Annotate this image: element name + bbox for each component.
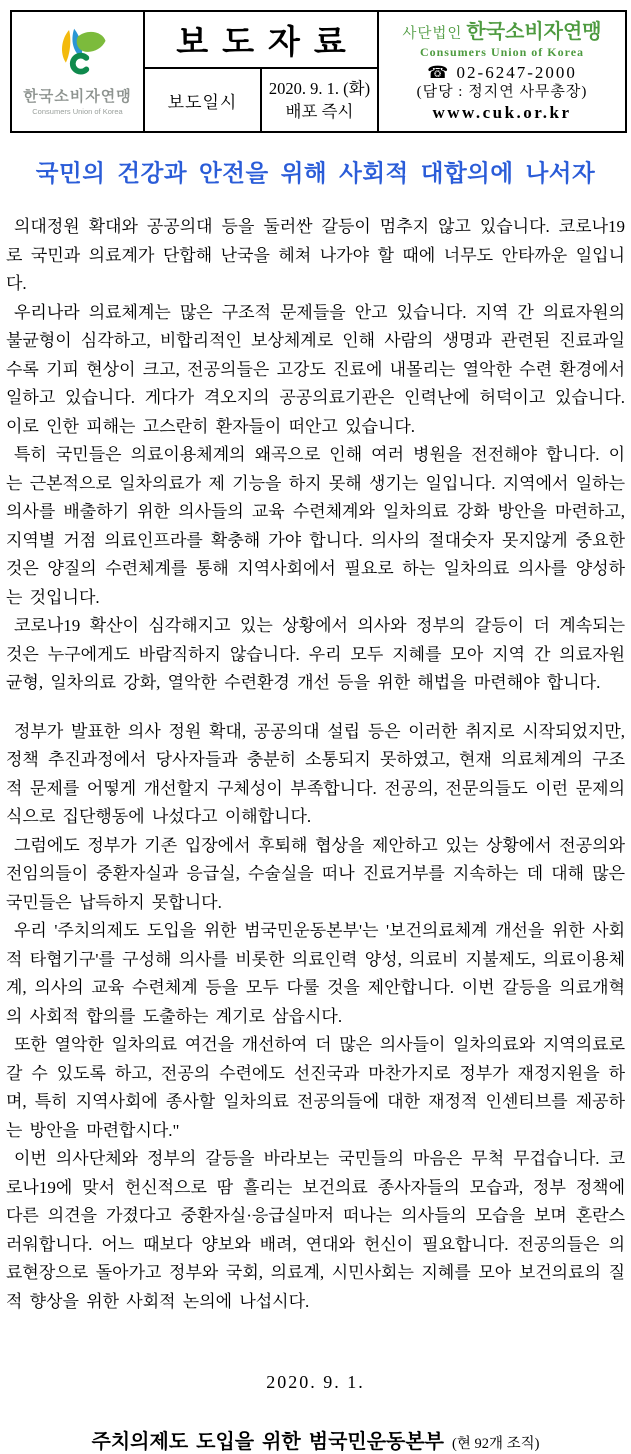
org-phone: ☎ 02-6247-2000 [427, 62, 577, 82]
footer-date: 2020. 9. 1. [266, 1372, 365, 1392]
body-paragraph: 우리나라 의료체계는 많은 구조적 문제들을 안고 있습니다. 지역 간 의료자원의 불균형이 심각하고, 비합리적인 보상체계로 인해 사람의 생명과 관련된 진료과일수록 기피 현상이 크고, 전공의들은 고강도 진료에 내몰리는 열악한 수련 환경에서 일하고 있습니다. 게다가 격오지의 공공의료기관은 인력난에 허덕이고 있습니다. 이로 인한 피해는 고스란히 환자들이 떠안고 있습니다. [6, 302, 625, 436]
press-release-page [0, 10, 631, 1453]
press-title-cell [144, 11, 378, 68]
body-paragraph: 정부가 발표한 의사 정원 확대, 공공의대 설립 등은 이러한 취지로 시작되었지만, 정책 추진과정에서 당사자들과 충분히 소통되지 못하였고, 현재 의료체계의 구조적 문제를 어떻게 개선할지 구체성이 부족합니다. 전공의, 전문의들도 이런 문제의식으로 집단행동에 나섰다고 이해합니다. [6, 721, 625, 826]
press-header-table [10, 10, 627, 133]
logo-org-name-ko: 한국소비자연맹 [23, 88, 132, 105]
logo-org-name-en: Consumers Union of Korea [32, 107, 123, 116]
body-paragraph: 코로나19 확산이 심각해지고 있는 상황에서 의사와 정부의 갈등이 더 계속되는 것은 누구에게도 바람직하지 않습니다. 우리 모두 지혜를 모아 지역 간 의료자원 균형, 일차의료 강화, 열악한 수련환경 개선 등을 위한 해법을 마련해야 합니다. [6, 616, 625, 692]
press-body [0, 213, 631, 1316]
press-title: 보도자료 [176, 25, 360, 61]
press-headline: 국민의 건강과 안전을 위해 사회적 대합의에 나서자 [35, 160, 596, 186]
release-date-label: 보도일시 [144, 68, 261, 132]
footer-organization [0, 1425, 631, 1454]
org-info-cell [378, 11, 626, 132]
org-logo [12, 27, 143, 116]
release-date-value [261, 68, 378, 132]
logo-cell [11, 11, 144, 132]
org-name-line [379, 20, 625, 45]
body-paragraph: 특히 국민들은 의료이용체계의 왜곡으로 인해 여러 병원을 전전해야 합니다. 이는 근본적으로 일차의료가 제 기능을 하지 못해 생기는 일입니다. 지역에서 일하는 의사를 배출하기 위한 의사들의 교육 수련체계와 일차의료 강화 방안을 마련하고, 지역별 거점 의료인프라를 확충해 가야 합니다. 의사의 절대숫자 못지않게 중요한 것은 양질의 수련체계를 통해 지역사회에서 필요로 하는 일차의료 의사를 양성하는 것입니다. [6, 445, 625, 607]
release-date-line1: 2020. 9. 1. (화) [268, 79, 371, 98]
org-contact-person: (담당 : 정지연 사무총장) [416, 84, 588, 101]
paragraph-spacer [6, 698, 625, 718]
footer-org-name: 주치의제도 도입을 위한 범국민운동본부 [91, 1431, 444, 1453]
consumers-union-logo-icon [46, 27, 110, 83]
release-date-line2: 배포 즉시 [285, 102, 354, 121]
body-paragraph: 이번 의사단체와 정부의 갈등을 바라보는 국민들의 마음은 무척 무겁습니다. 코로나19에 맞서 헌신적으로 땀 흘리는 보건의료 종사자들의 모습과, 정부 정책에 다른 의견을 가졌다고 중환자실·응급실마저 떠나는 의사들의 모습을 보며 혼란스러워합니다. 어느 때보다 양보와 배려, 연대와 헌신이 필요합니다. 전공의들은 의료현장으로 돌아가고 정부와 국회, 의료계, 시민사회는 지혜를 모아 보건의료의 질적 향상을 위한 사회적 논의에 나섭시다. [6, 1149, 625, 1311]
body-paragraph: 그럼에도 정부가 기존 입장에서 후퇴해 협상을 제안하고 있는 상황에서 전공의와 전임의들이 중환자실과 응급실, 수술실을 떠나 진료거부를 지속하는 데 대해 많은 국민들은 납득하지 못합니다. [6, 835, 625, 912]
body-paragraph: 의대정원 확대와 공공의대 등을 둘러싼 갈등이 멈추지 않고 있습니다. 코로나19로 국민과 의료계가 단합해 난국을 헤쳐 나가야 할 때에 너무도 안타까운 일입니다. [6, 217, 625, 293]
body-paragraph: 또한 열악한 일차의료 여건을 개선하여 더 많은 의사들이 일차의료와 지역의료로 갈 수 있도록 하고, 전공의 수련에도 선진국과 마찬가지로 정부가 재정지원을 하며, 특히 지역사회에 종사할 일차의료 전공의들에 대한 재정적 인센티브를 제공하는 방안을 마련합시다." [6, 1035, 625, 1140]
body-paragraph: 우리 '주치의제도 도입을 위한 범국민운동본부'는 '보건의료체계 개선을 위한 사회적 타협기구'를 구성해 의사를 비롯한 의료인력 양성, 의료비 지불제도, 의료이용체계, 의사의 교육 수련체계 등을 모두 다룰 것을 제안합니다. 이번 갈등을 의료개혁의 사회적 합의를 도출하는 계기로 삼읍시다. [6, 921, 625, 1026]
org-name-english: Consumers Union of Korea [419, 44, 585, 59]
org-website[interactable]: www.cuk.or.kr [432, 102, 572, 122]
footer-org-note: (현 92개 조직) [452, 1436, 540, 1452]
org-prefix: 사단법인 [402, 25, 463, 42]
org-name: 한국소비자연맹 [466, 20, 602, 43]
